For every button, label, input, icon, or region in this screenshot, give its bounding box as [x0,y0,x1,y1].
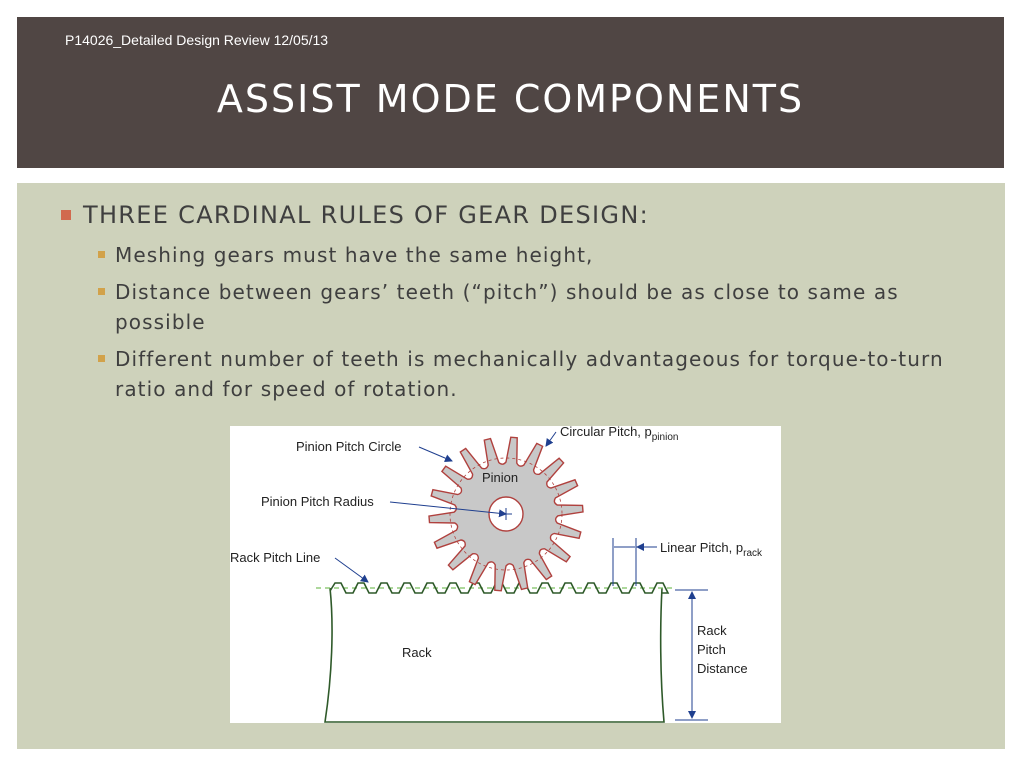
rule-text: Distance between gears’ teeth (“pitch”) should be as close to same as possible [115,280,899,334]
label-rack-pitch-distance: Distance [697,661,748,676]
bullet-heading-text: THREE CARDINAL RULES OF GEAR DESIGN: [83,201,649,229]
label-pinion-pitch-circle: Pinion Pitch Circle [296,439,402,454]
square-bullet-icon [98,251,105,258]
square-bullet-icon [98,288,105,295]
label-rack-pitch-distance: Rack [697,623,727,638]
square-bullet-icon [98,355,105,362]
slide-header [17,17,1004,168]
rule-text: Meshing gears must have the same height, [115,243,594,267]
rule-item [115,277,965,337]
rule-item [115,240,965,270]
label-pinion-pitch-radius: Pinion Pitch Radius [261,494,374,509]
label-rack-pitch-distance: Pitch [697,642,726,657]
label-pinion: Pinion [482,470,519,485]
bullet-heading [83,201,649,229]
rule-item [115,344,965,404]
rack-and-pinion-diagram [230,426,781,723]
rule-text: Different number of teeth is mechanically advantageous for torque-to-turn ratio and for speed of rotation. [115,347,944,401]
rack-body [325,588,664,722]
slide-subtitle: P14026_Detailed Design Review 12/05/13 [65,32,329,48]
label-linear-pitch: Linear Pitch, $p_{rack}$ [660,540,763,559]
slide-title: ASSIST MODE COMPONENTS [216,77,805,121]
square-bullet-icon [61,210,71,220]
label-rack: Rack [402,645,432,660]
label-rack-pitch-line: Rack Pitch Line [230,550,321,565]
label-circular-pitch: Circular Pitch, $p_{pinion}$ [560,426,679,443]
